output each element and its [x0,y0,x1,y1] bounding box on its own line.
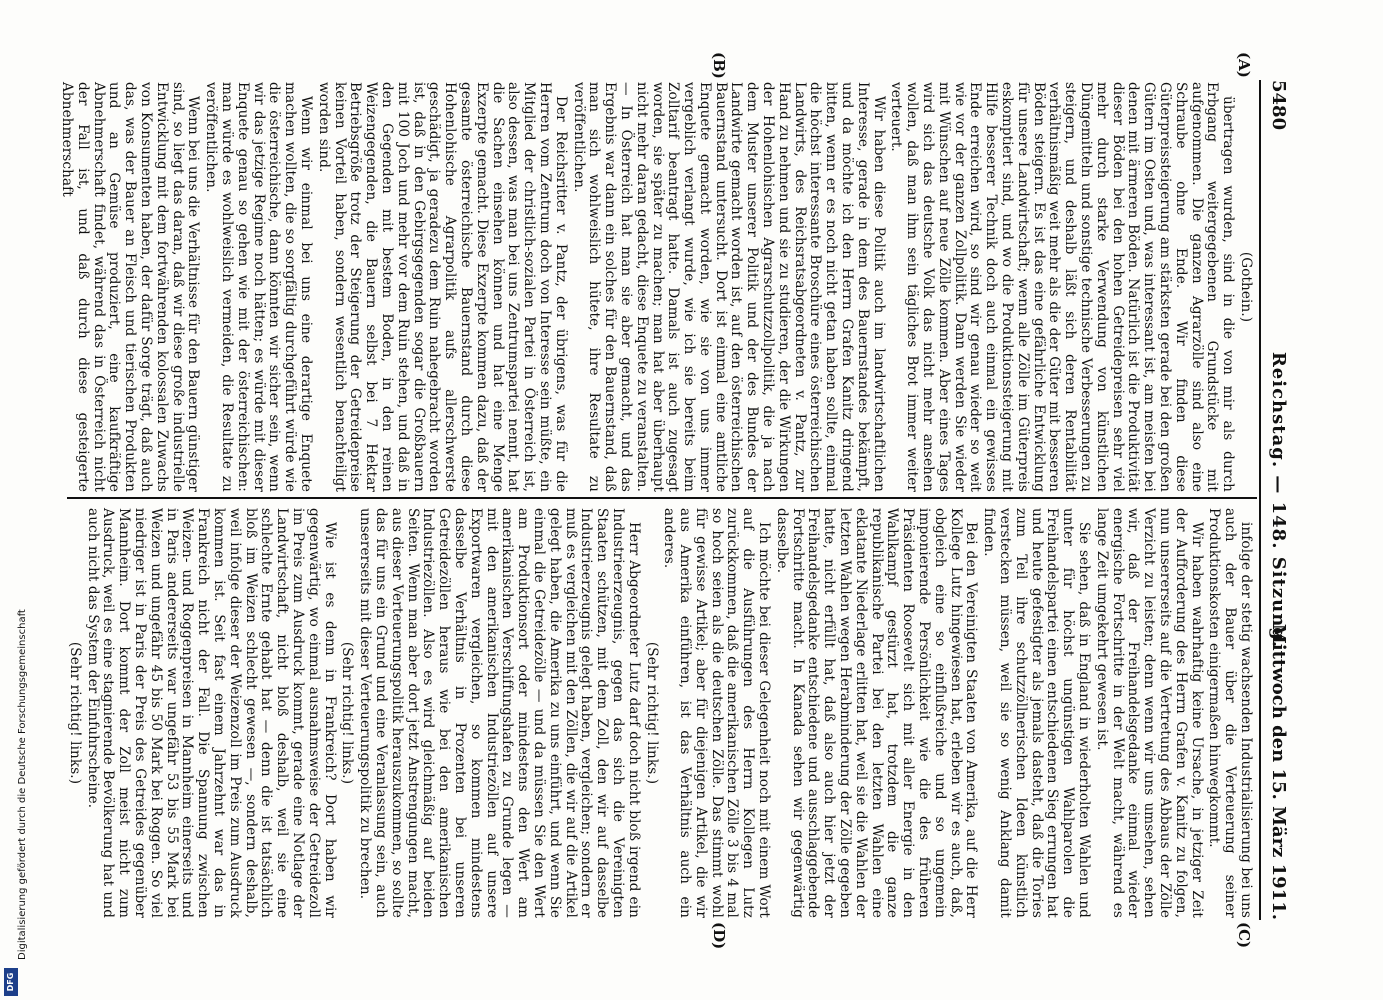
margin-mark-a: (A) [1235,52,1253,78]
interjection: (Sehr richtig! links.) [66,641,83,785]
paragraph: infolge der stetig wachsenden Industrialisierung bei uns auch der Bauer über die Verteuerung seiner Produktionskosten einigermaßen hinwegkommt. [1206,508,1254,918]
paragraph: Wir haben wahrhaftig keine Ursache, in jetziger Zeit der Aufforderung des Herrn Grafen v. Kanitz zu folgen, nun unsererseits auf die Vertretung des Abbaus der Zölle Verzicht zu leisten; denn wenn wir uns umsehen, sehen wir, daß der Freihandelsgedanke einmal wieder energische Fortschritte in der Welt macht, während es lange Zeit umgekehrt gewesen ist. [1093,508,1205,918]
paragraph: Wenn bei uns die Verhältnisse für den Bauern günstiger sind, so liegt das daran, daß wir diese große industrielle Entwicklung mit dem fortwährenden kolossalen Zuwachs von Konsumenten haben, der dafür Sorge trägt, daß auch das, was der Bauer an Fleisch und tierischen Produkten und an Gemüse produziert, eine kaufkräftige Abnehmerschaft findet, während das in Österreich nicht der Fall ist, und daß durch diese gesteigerte Abnehmerschaft [59,82,202,492]
paragraph: Wie ist es denn in Frankreich? Dort haben wir gegenwärtig, wo einmal ausnahmsweise der Getreidezoll im Preis zum Ausdruck kommt, gerade eine Notlage der Landwirtschaft, nicht bloß deshalb, weil sie eine schlechte Ernte gehabt hat — denn die ist tatsächlich bloß im Weizen schlecht gewesen —, sondern deshalb, weil infolge dieser der Weizenzoll im Preis zum Ausdruck kommen ist. Seit fast einem Jahrzehnt war das in Frankreich nicht der Fall. Die Spannung zwischen Weizen- und Roggenpreisen in Mannheim einerseits und in Paris andererseits war ungefähr 53 bis 55 Mark bei Weizen und ungefähr 45 bis 50 Mark bei Roggen. So viel niedriger ist in Paris der Preis des Getreides gegenüber Mannheim. Dort kommt der Zoll meist nicht zum Ausdruck, weil es eine stagnierende Bevölkerung hat und auch nicht das System der Einfuhrscheine. [84,508,338,918]
margin-mark-b: (B) [710,52,728,79]
paragraph: Herr Abgeordneter Lutz darf doch nicht bloß irgend ein Industrieerzeugnis, gegen das sich die Vereinigten Staaten schützen, mit dem Zoll, den wir auf dasselbe Industrieerzeugnis gelegt haben, vergleichen; sondern er muß es vergleichen mit den Zöllen, die wir auf die Artikel gelegt haben, die Amerika zu uns einführt, und wenn Sie einmal die Getreidezölle — und da müssen Sie den Wert am Produktionsort oder mindestens den Wert am amerikanischen Verschiffungshafen zu Grunde legen — mit den amerikanischen Industriezöllen auf unsere Exportwaren vergleichen, so kommen mindestens dasselbe Verhältnis in Prozenten bei unseren Getreidezöllen heraus wie bei den amerikanischen Industriezöllen. Also es wird gleichmäßig auf beiden Seiten. Wenn man aber dort jetzt Anstrengungen macht, aus dieser Verteuerungspolitik herauszukommen, so sollte das für uns ein Grund und eine Veranlassung sein, auch unsererseits mit dieser Verteuerungspolitik zu brechen. [357,508,642,918]
left-text-column [59,82,1254,492]
interjection: (Sehr richtig! links.) [643,641,660,785]
margin-mark-d: (D) [710,922,728,950]
paragraph: Wenn wir einmal bei uns eine derartige Enquete machen wollten, die so sorgfältig durchgeführt würde wie die österreichische, dann könnten wir sicher sein, wenn wir das jetzige Regime noch hätten; es würde mit dieser Enquete genau so gehen wie mit der österreichischen: man würde es wohlweislich vermeiden, die Resultate zu veröffentlichen. [203,82,314,492]
header-rule [1259,80,1261,920]
speaker-label: (Gothein.) [1238,251,1254,323]
page-number: 5480 [1268,80,1289,131]
paragraph: Der Reichsritter v. Pantz, der übrigens, was für die Herren vom Zentrum doch von Interesse sein müßte, ein Mitglied der christlich-sozialen Partei in Österreich ist, also dessen, was man bei uns Zentrumspartei nennt, hat die Sachen einsehen können und hat eine Menge Exzerpte gemacht. Diese Exzerpte kommen dazu, daß der gesamte österreichische Bauernstand durch diese Hohenlohische Agrarpolitik aufs allerschwerste geschädigt, ja geradezu dem Ruin nahegebracht worden ist, daß in den Gebirgsgegenden sogar die Großbauern mit 100 Joch und mehr vor dem Ruin stehen, und daß in den Gegenden mit bestem Boden, in den reinen Weizengegenden, die Bauern selbst bei 7 Hektar Betriebsgröße trotz der Steigerung der Getreidepreise keinen Vorteil haben, sondern wesentlich benachteiligt worden sind. [315,82,569,492]
paragraph: Wir haben diese Politik auch im landwirtschaftlichen Interesse, gerade in dem des Bauernstandes bekämpft, und da möchte ich den Herrn Grafen Kanitz dringend bitten, wenn er es noch nicht getan haben sollte, einmal die höchst interessante Broschüre eines österreichischen Landwirts, des Reichsratsabgeordneten v. Pantz, zur Hand zu nehmen und sie zu studieren, der die Wirkungen der Hohenlohischen Agrarschutzzollpolitik, die ja nach dem Muster unserer Politik und der des Bundes der Landwirte gemacht worden ist, auf den österreichischen Bauernstand untersucht. Dort ist einmal eine amtliche Enquete gemacht worden, wie sie von uns immer vergeblich verlangt wurde, wie ich sie bereits beim Zolltarif beantragt hatte. Damals ist auch zugesagt worden, sie später zu machen; man hat aber überhaupt nicht mehr daran gedacht, diese Enquete zu veranstalten. — In Österreich hat man sie aber gemacht, und das Ergebnis war dann ein solches für den Bauernstand, daß man sich wohlweislich hütete, ihre Resultate zu veröffentlichen. [570,82,887,492]
paragraph: Ich möchte bei dieser Gelegenheit noch mit einem Wort auf die Ausführungen des Herrn Kollegen Lutz zurückkommen, daß die amerikanischen Zölle 3 bis 4 mal so hoch seien als die deutschen Zölle. Das stimmt wohl für gewisse Artikel; aber für diejenigen Artikel, die wir aus Amerika einführen, ist das Verhältnis auch ein anderes. [661,508,773,918]
interjection: (Sehr richtig! links.) [339,641,356,785]
credit-text: Digitalisierung gefördert durch die Deutsche Forschungsgemeinschaft [17,609,28,960]
dfg-logo [4,968,18,996]
paragraph: Bei den Vereinigten Staaten von Amerika, auf die Herr Kollege Lutz hingewiesen hat, erleben wir es auch, daß, obgleich eine so einflußreiche und so ungemein imponierende Persönlichkeit wie die des früheren Präsidenten Roosevelt sich mit aller Energie in den Wahlkampf gestürzt hat, trotzdem die ganze republikanische Partei bei den letzten Wahlen eine eklatante Niederlage erlitten hat, weil sie die Wahlen der letzten Wahlen wegen Herabminderung der Zölle gegeben hatte, nicht erfüllt hat, daß also auch hier jetzt der Freihandelsgedanke entschiedene und ausschlaggebende Fortschritte macht. In Kanada sehen wir gegenwärtig dasselbe. [773,508,980,918]
paragraph: übertragen wurden, sind in die von mir als durch Erbgang weitergegebenen Grundstücke mit aufgenommen. Die ganzen Agrarzölle sind also eine Schraube ohne Ende. Wir finden diese Güterpreissteigerung am stärksten gerade bei den großen Gütern im Osten und, was interessant ist, am meisten bei denen mit ärmeren Böden. Natürlich ist die Produktivität dieser Böden bei den hohen Getreidepreisen sehr viel mehr durch starke Verwendung von künstlichen Düngemitteln und sonstige technische Verbesserungen zu steigern, und deshalb läßt sich deren Rentabilität verhältnismäßig weit mehr als die der Güter mit besseren Böden steigern. Es ist das eine gefährliche Entwicklung für unsere Landwirtschaft; wenn alle Zölle im Güterpreis eskomptiert sind, und wo die Produktionssteigerung mit Hilfe besserer Technik doch auch einmal ein gewisses Ende erreichen wird, so sind wir genau wieder so weit wie vor der ganzen Zollpolitik. Dann werden Sie wieder mit Wünschen auf neue Zölle kommen. Aber eines Tages wird sich das deutsche Volk das nicht mehr ansehen wollen, daß man ihm sein tägliches Brot immer weiter verteuert. [888,82,1237,492]
page-title: Reichstag. — 148. Sitzung. [1268,351,1289,649]
session-date: Mittwoch den 15. März 1911. [1268,623,1289,920]
page-header [1261,80,1295,920]
digitization-credit [4,600,28,995]
dfg-logo-label: DFG [6,972,15,992]
paragraph: Sie sehen, daß in England in wiederholten Wahlen und unter für höchst ungünstigen Wahlparolen die Freihandelspartei einen entschiedenen Sieg errungen hat und heute gefestigter als jemals dasteht, daß die Tories zum Teil ihre schutzzöllnerischen Ideen künstlich verstecken müssen, weil sie so wenig Anklang damit finden. [981,508,1093,918]
right-text-column [66,508,1254,918]
column-divider [67,497,1257,499]
margin-mark-c: (C) [1235,922,1253,949]
